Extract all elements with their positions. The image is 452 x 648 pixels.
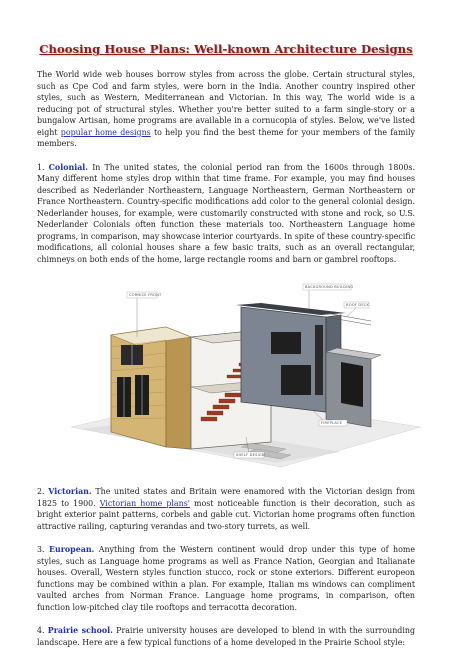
colonial-number: 1. bbox=[37, 162, 49, 172]
prairie-number: 4. bbox=[37, 626, 48, 635]
intro-paragraph bbox=[37, 69, 415, 150]
european-number: 3. bbox=[37, 545, 49, 554]
callout-roof-deck: ROOF DECK bbox=[346, 302, 370, 307]
colonial-heading: Colonial. bbox=[48, 162, 89, 172]
colonial-paragraph bbox=[37, 162, 415, 266]
callout-fireplace: FIREPLACE bbox=[321, 420, 343, 425]
european-heading: European. bbox=[49, 545, 95, 554]
prairie-heading: Prairie school. bbox=[47, 626, 113, 635]
intro-text-end: to help you find the best theme for your members of the family members. bbox=[37, 127, 415, 148]
victorian-number: 2. bbox=[37, 487, 49, 496]
intro-text: The World wide web houses borrow styles from across the globe. Certain structural styles, such as Cpe Cod and farm styles, were born in the India. Another country inspired other styles, such as Western, Mediterranean and Victorian. In this way, The world wide is a reducing pot of structural styles. Whether you're better suited to a farm single-story or a bungalow Artisan, home programs are available in a cornucopia of styles. Below, we've listed eight bbox=[37, 70, 415, 137]
prairie-paragraph bbox=[37, 625, 415, 648]
victorian-home-plans-link[interactable]: Victorian home plans' bbox=[99, 498, 190, 508]
victorian-paragraph bbox=[37, 486, 415, 532]
article-title: Choosing House Plans: Well-known Architecture Designs bbox=[39, 42, 413, 56]
victorian-heading: Victorian. bbox=[48, 487, 92, 496]
popular-home-designs-link[interactable]: popular home designs bbox=[60, 127, 151, 137]
house-drawing bbox=[41, 277, 433, 475]
house-cutaway-illustration bbox=[41, 277, 433, 475]
callout-shelf-design: SHELF DESIGN bbox=[236, 452, 265, 457]
european-paragraph bbox=[37, 544, 415, 613]
victorian-text-end: most noticeable function is their decoration, such as bright exterior paint patterns, corbels and gable cut. Victorian home programs often function attractive railing, capturing verandas and two-story turrets, as well. bbox=[37, 498, 415, 531]
callout-background-building: BACKGROUND BUILDING bbox=[305, 284, 354, 289]
callout-cornice-front: CORNICE FRONT bbox=[129, 292, 162, 297]
victorian-text: The united states and Britain were enamored with the Victorian design from 1825 to 1900. bbox=[37, 487, 415, 508]
prairie-text: Prairie university houses are developed to blend in with the surrounding landscape. Here are a few typical functions of a home developed in the Prairie School style: bbox=[37, 626, 416, 647]
colonial-text: In The united states, the colonial period ran from the 1600s through 1800s. Many different home styles drop within that time frame. For example, you may find houses described as Nederlander Northeastern, Language Northeastern, German Northeastern or France Northeastern. Country-specific modifications add color to the general colonial design. Nederlander houses, for example, were customarily constructed with stone and rock, so U.S. Nederlander Colonials often function these materials too. Northeastern Language home programs, in comparison, may showcase interior courtyards. In spite of these country-specific modifications, all colonial houses share a few basic traits, such as an overall rectangular, chimneys on both ends of the home, large rectangle rooms and barn or gambrel rooftops. bbox=[37, 162, 415, 264]
european-text: Anything from the Western continent would drop under this type of home styles, such as Language home programs as well as France Nation, Georgian and Italianate houses. Overall, Western styles function stucco, rock or stone exteriors. Different europeon functions may be combined within a plan. For example, Italian ms windows can compliment vaulted arches from Norman France. Language home programs, in comparison, often function low-pitched clay tile rooftops and terracotta decoration. bbox=[37, 545, 415, 612]
